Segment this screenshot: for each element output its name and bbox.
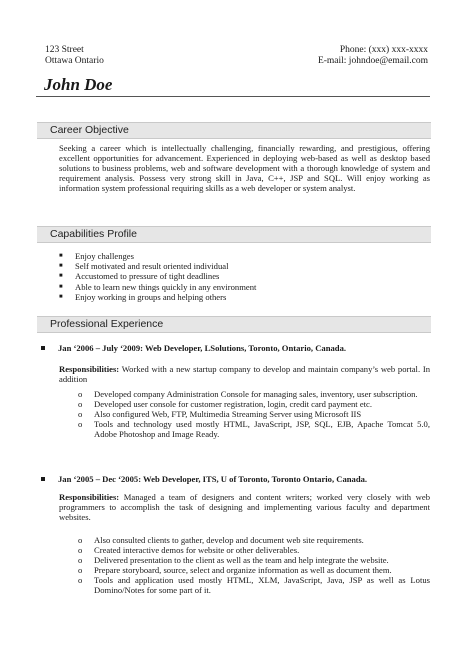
list-item: o Created interactive demos for website or other deliverables.: [78, 545, 300, 555]
career-objective-text: Seeking a career which is intellectually challenging, financially rewarding, and prestigious, offering excellent opportunities for advancement. Experienced in deploying web-based as well as desktop based solutions to business problems, web and software development with a thorough knowledge of system and requirement analysis. Possess very strong skill in Java, C++, JSP and SQL. Will enjoy working as information system professional requiring skills as a web developer or system analyst.: [59, 143, 430, 193]
circle-bullet-icon: o: [78, 575, 83, 585]
responsibilities-label: Responsibilities:: [59, 364, 120, 374]
bullet-icon: ■: [59, 253, 63, 259]
job-1-duty-list: [78, 389, 430, 439]
section-career-objective: [37, 122, 431, 139]
list-item: o Prepare storyboard, source, select and organize information as well as document them.: [78, 565, 392, 575]
list-item: o Also consulted clients to gather, develop and document web site requirements.: [78, 535, 364, 545]
section-title: Professional Experience: [50, 318, 164, 330]
responsibilities-text: Managed a team of designers and content writers; worked very closely with web programmers to accomplish the task of designing and implementing various faculty and department websites.: [59, 492, 430, 522]
list-item: o Developed company Administration Console for managing sales, inventory, user subscription.: [78, 389, 418, 399]
address-block: [45, 45, 104, 67]
circle-bullet-icon: o: [78, 565, 83, 575]
circle-bullet-icon: o: [78, 535, 83, 545]
phone: Phone: (xxx) xxx-xxxx: [339, 45, 428, 55]
section-capabilities: [37, 226, 431, 243]
job-title: Jan ‘2006 – July ‘2009: Web Developer, LSolutions, Toronto, Ontario, Canada.: [41, 343, 346, 353]
list-item: o Delivered presentation to the client as well as the team and help integrate the website.: [78, 555, 389, 565]
job-responsibilities: [59, 492, 430, 522]
bullet-icon: ■: [59, 273, 63, 280]
responsibilities-label: Responsibilities:: [59, 492, 120, 502]
list-item: o Tools and technology used mostly HTML, JavaScript, JSP, SQL, EJB, Apache Tomcat 5.0, Adobe Photoshop and Image Ready.: [78, 419, 430, 439]
list-item: o Tools and application used mostly HTML, XLM, JavaScript, Java, JSP as well as Lotus Domino/Notes for some part of it.: [78, 575, 430, 595]
bullet-icon: ■: [59, 293, 63, 300]
street: 123 Street: [45, 45, 84, 55]
circle-bullet-icon: o: [78, 555, 83, 565]
job-responsibilities: [59, 364, 430, 384]
candidate-name: John Doe: [44, 75, 113, 94]
job-2-duty-list: [78, 535, 430, 595]
bullet-icon: ■: [59, 263, 63, 270]
section-title: Capabilities Profile: [50, 228, 137, 240]
section-experience: [37, 316, 431, 333]
contact-block: [318, 45, 428, 67]
section-title: Career Objective: [50, 124, 129, 136]
city: Ottawa Ontario: [45, 56, 104, 66]
circle-bullet-icon: o: [78, 409, 83, 419]
circle-bullet-icon: o: [78, 389, 83, 399]
name-divider: [36, 96, 430, 97]
bullet-icon: [41, 346, 45, 350]
circle-bullet-icon: o: [78, 399, 83, 409]
resume-page: 123 Street Ottawa Ontario Phone: (xxx) xxx-xxxx E-mail: johndoe@email.com John Doe Career Objective Seeking a career which is intellectually challenging, financially rewarding, and prestigious, offering excellent opportunities for advancement. Experienced in deploying web-based as well as desktop based solutions to business problems, web and software development with a thorough knowledge of system and requirement analysis. Possess very strong skill in Java, C++, JSP and SQL. Will enjoy working as information system professional requiring skills as a web developer or system analyst. Capabilities Profile ■ Enjoy challenges ■ Self motivated and result oriented individual ■ Accustomed to pressure of tight deadlines ■ Able to learn new things quickly in any environment ■ Enjoy working in groups and helping others Professional Experience Jan ‘2006 – July ‘2009: Web Developer, LSolutions, Toronto, Ontario, Canada. Responsibilities: Worked with a new startup company to develop and maintain company’s web portal. In addition o Developed company Administration Console for managing sales, inventory, user subscription. o Developed user console for customer registration, login, credit card payment etc. o Also configured Web, FTP, Multimedia Streaming Server using Microsoft IIS o Tools and technology used mostly HTML, JavaScript, JSP, SQL, EJB, Apache Tomcat 5.0, Adobe Photoshop and Image Ready. Jan ‘2005 – Dec ‘2005: Web Developer, ITS, U of Toronto, Toronto Ontario, Canada. Responsibilities: Managed a team of designers and content writers; worked very closely with web programmers to accomplish the task of designing and implementing various faculty and department websites. o Also consulted clients to gather, develop and document web site requirements. o Created interactive demos for website or other deliverables. o Delivered presentation to the client as well as the team and help integrate the website. o Prepare storyboard, source, select and organize information as well as document them. o Tools and application used mostly HTML, XLM, JavaScript, Java, JSP as well as Lotus Domino/Notes for some part of it.: [0, 0, 474, 669]
bullet-icon: ■: [59, 283, 63, 290]
responsibilities-text: Worked with a new startup company to develop and maintain company’s web portal. In addition: [59, 364, 430, 384]
circle-bullet-icon: o: [78, 419, 83, 429]
job-title: Jan ‘2005 – Dec ‘2005: Web Developer, ITS, U of Toronto, Toronto Ontario, Canada.: [41, 474, 367, 484]
email: E-mail: johndoe@email.com: [317, 56, 428, 66]
list-item: o Developed user console for customer registration, login, credit card payment etc.: [78, 399, 373, 409]
circle-bullet-icon: o: [78, 545, 83, 555]
bullet-icon: [41, 477, 45, 481]
list-item: o Also configured Web, FTP, Multimedia Streaming Server using Microsoft IIS: [78, 409, 362, 419]
